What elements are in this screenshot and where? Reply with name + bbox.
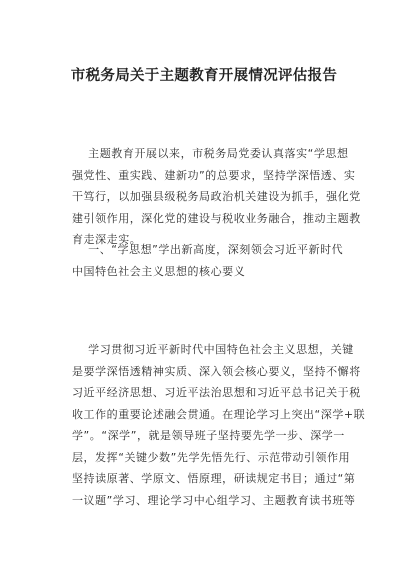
paragraph-line: 一议题”学习、理论学习中心组学习、主题教育读书班等 [72,493,356,507]
paragraph-line: 习近平经济思想、习近平法治思想和习近平总书记关于税 [72,386,361,399]
paragraph-line: 学”。“深学”，就是领导班子坚持要先学一步、深学一 [72,429,345,442]
document-title: 市税务局关于主题教育开展情况评估报告 [70,68,338,84]
paragraph-line: 建引领作用，深化党的建设与税收业务融合，推动主题教 [72,211,361,225]
paragraph-line: 育走深走实。 [72,233,142,246]
body-paragraph [72,339,366,511]
section-heading-paragraph [72,239,352,282]
paragraph-line: 中国特色社会主义思想的核心要义 [72,264,246,278]
paragraph-line: 收工作的重要论述融会贯通。在理论学习上突出“深学+联 [72,407,366,421]
paragraph-line: 强党性、重实践、建新功”的总要求，坚持学深悟透、实 [72,168,356,182]
paragraph-line: 干笃行，以加强县级税务局政治机关建设为抓手，强化党 [72,190,361,203]
paragraph-line: 一、“学思想”学出新高度，深刻领会习近平新时代 [72,243,344,256]
paragraph-line: 是要学深悟透精神实质、深入领会核心要义，坚持不懈将 [72,364,361,378]
paragraph-line: 主题教育开展以来，市税务局党委认真落实“学思想 [72,147,349,160]
paragraph-line: 坚持读原著、学原文、悟原理，研读规定书目；通过“第 [72,472,356,485]
intro-paragraph [72,143,361,251]
paragraph-line: 学习贯彻习近平新时代中国特色社会主义思想，关键 [72,343,354,356]
paragraph-line: 层，发挥“关键少数”先学先悟先行、示范带动引领作用 [72,450,351,464]
